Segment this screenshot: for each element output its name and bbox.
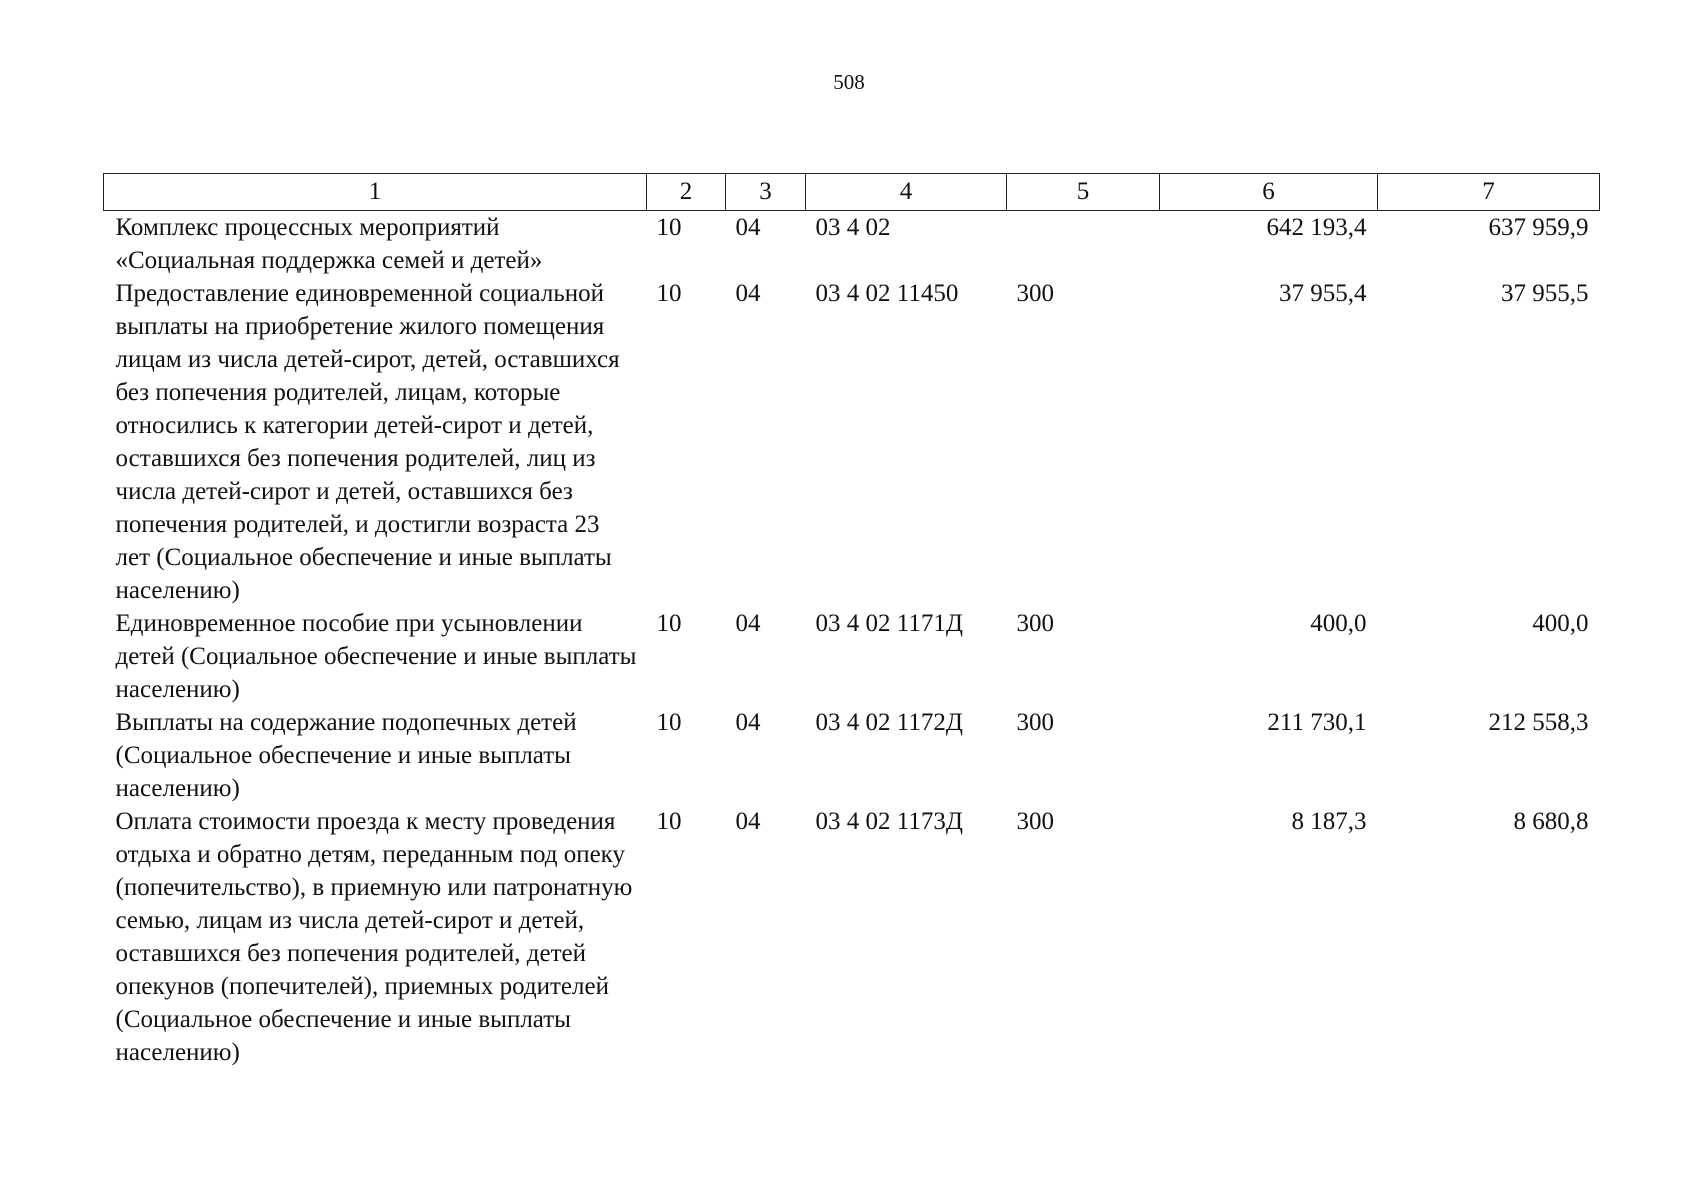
row-expense-type	[1007, 211, 1160, 278]
header-row	[104, 174, 1600, 211]
budget-table	[103, 173, 1600, 1069]
row-target-article: 03 4 02 1173Д	[815, 808, 963, 835]
header-cell-subsection: 3	[726, 174, 806, 211]
row-name: Единовременное пособие при усыновлении детей (Социальное обеспечение и иные выплаты населению)	[115, 610, 637, 703]
row-name: Предоставление единовременной социальной выплаты на приобретение жилого помещения лицам из числа детей-сирот, детей, оставшихся без попечения родителей, лицам, которые относились к категории детей-сирот и детей, оставшихся без попечения родителей, лиц из числа детей-сирот и детей, оставшихся без попечения родителей, и достигли возраста 23 лет (Социальное обеспечение и иные выплаты населению)	[115, 280, 620, 604]
table-body	[104, 211, 1600, 1070]
row-section: 10	[656, 280, 682, 307]
page-number: 508	[833, 70, 865, 94]
row-target-article: 03 4 02 1172Д	[815, 709, 963, 736]
table-row	[104, 805, 1600, 1069]
row-amount-2: 8 680,8	[1513, 808, 1589, 835]
row-name: Выплаты на содержание подопечных детей (Социальное обеспечение и иные выплаты населению)	[115, 709, 577, 802]
row-expense-type: 300	[1016, 610, 1054, 637]
row-subsection: 04	[735, 808, 761, 835]
header-cell-name: 1	[104, 174, 647, 211]
row-amount-1: 8 187,3	[1291, 808, 1367, 835]
row-section: 10	[656, 214, 682, 241]
row-amount-1: 211 730,1	[1267, 709, 1367, 736]
row-name: Комплекс процессных мероприятий «Социальная поддержка семей и детей»	[115, 214, 543, 274]
row-expense-type: 300	[1016, 280, 1054, 307]
row-section: 10	[656, 808, 682, 835]
header-cell-amount-1: 6	[1160, 174, 1378, 211]
table-row	[104, 607, 1600, 706]
header-cell-target-article: 4	[806, 174, 1007, 211]
header-cell-expense-type: 5	[1007, 174, 1160, 211]
row-subsection: 04	[735, 610, 761, 637]
row-expense-type: 300	[1016, 808, 1054, 835]
row-subsection: 04	[735, 214, 761, 241]
row-target-article: 03 4 02	[815, 214, 891, 241]
table-row	[104, 277, 1600, 607]
row-amount-2: 37 955,5	[1501, 280, 1589, 307]
row-amount-1: 400,0	[1310, 610, 1367, 637]
row-target-article: 03 4 02 1171Д	[815, 610, 963, 637]
row-subsection: 04	[735, 709, 761, 736]
row-subsection: 04	[735, 280, 761, 307]
row-target-article: 03 4 02 11450	[815, 280, 959, 307]
row-amount-2: 212 558,3	[1488, 709, 1589, 736]
table-row	[104, 706, 1600, 805]
table-row	[104, 211, 1600, 278]
row-amount-2: 400,0	[1532, 610, 1589, 637]
row-amount-1: 37 955,4	[1279, 280, 1367, 307]
row-expense-type: 300	[1016, 709, 1054, 736]
header-cell-amount-2: 7	[1378, 174, 1600, 211]
table-header	[104, 174, 1600, 211]
header-cell-section: 2	[647, 174, 726, 211]
row-section: 10	[656, 709, 682, 736]
row-amount-1: 642 193,4	[1266, 214, 1367, 241]
row-name: Оплата стоимости проезда к месту проведения отдыха и обратно детям, переданным под опеку (попечительство), в приемную или патронатную семью, лицам из числа детей-сирот и детей, оставшихся без попечения родителей, детей опекунов (попечителей), приемных родителей (Социальное обеспечение и иные выплаты населению)	[115, 808, 633, 1066]
row-amount-2: 637 959,9	[1488, 214, 1589, 241]
row-section: 10	[656, 610, 682, 637]
